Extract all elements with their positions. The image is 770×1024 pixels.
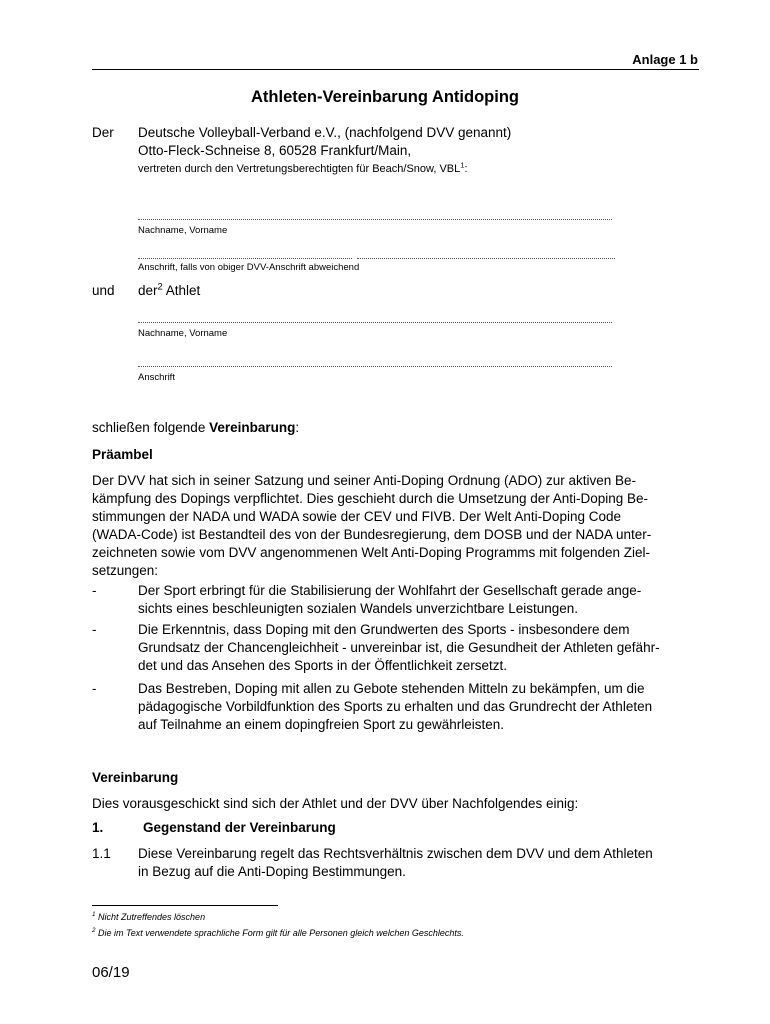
agreement-intro-pre: schließen folgende xyxy=(92,420,210,435)
section-title: Gegenstand der Vereinbarung xyxy=(143,820,336,835)
bullet-line: det und das Ansehen des Sports in der Öffentlichkeit zersetzt. xyxy=(138,658,507,673)
party1-address-line-b[interactable] xyxy=(357,258,615,259)
footnote-ref-2: 2 xyxy=(157,281,163,293)
bullet-line: Das Bestreben, Doping mit allen zu Gebote stehenden Mitteln zu bekämpfen, um die xyxy=(138,681,645,696)
annex-label: Anlage 1 b xyxy=(632,52,698,67)
represented-colon: : xyxy=(464,163,468,175)
party2-name-line[interactable] xyxy=(138,322,612,323)
subsection-number: 1.1 xyxy=(92,846,111,861)
bullet-line: sichts eines beschleunigten sozialen Wandels unverzichtbare Leistungen. xyxy=(138,601,579,616)
bullet-item-1 xyxy=(138,582,698,618)
party2-name-post: Athlet xyxy=(162,283,201,298)
party2-address-field-label: Anschrift xyxy=(138,372,175,383)
party1-address-field-label: Anschrift, falls von obiger DVV-Anschrift abweichend xyxy=(138,262,360,273)
footnote-2 xyxy=(92,928,464,938)
preamble-text xyxy=(92,472,698,580)
subsection-line: in Bezug auf die Anti-Doping Bestimmungen. xyxy=(138,864,406,879)
vereinbarung-heading: Vereinbarung xyxy=(92,770,179,785)
bullet-item-2 xyxy=(138,621,698,675)
preamble-line: setzungen: xyxy=(92,563,159,578)
preamble-line: (WADA-Code) ist Bestandteil des von der Bundesregierung, dem DOSB und der NADA unter- xyxy=(92,527,652,542)
party1-name-field-label: Nachname, Vorname xyxy=(138,225,228,236)
footnote-1 xyxy=(92,912,205,922)
agreement-intro xyxy=(92,419,299,437)
bullet-line: Der Sport erbringt für die Stabilisierung der Wohlfahrt der Gesellschaft gerade ange- xyxy=(138,583,642,598)
preamble-heading: Präambel xyxy=(92,447,153,462)
bullet-dash: - xyxy=(92,583,97,598)
bullet-item-3 xyxy=(138,680,698,734)
vereinbarung-intro: Dies vorausgeschickt sind sich der Athlet und der DVV über Nachfolgendes einig: xyxy=(92,796,579,811)
bullet-line: auf Teilnahme an einem dopingfreien Sport zu gewährleisten. xyxy=(138,717,504,732)
preamble-line: stimmungen der NADA und WADA sowie der CEV und FIVB. Der Welt Anti-Doping Code xyxy=(92,509,621,524)
party2-name xyxy=(138,282,200,300)
party2-address-line[interactable] xyxy=(138,366,612,367)
represented-text: vertreten durch den Vertretungsberechtigten für Beach/Snow, VBL xyxy=(138,163,461,175)
footer-date: 06/19 xyxy=(92,964,130,981)
party2-name-pre: der xyxy=(138,283,158,298)
party1-label: Der xyxy=(92,125,114,140)
subsection-text xyxy=(138,845,698,881)
document-title: Athleten-Vereinbarung Antidoping xyxy=(251,88,519,106)
bullet-dash: - xyxy=(92,681,97,696)
bullet-line: Die Erkenntnis, dass Doping mit den Grundwerten des Sports - insbesondere dem xyxy=(138,622,630,637)
preamble-line: Der DVV hat sich in seiner Satzung und seiner Anti-Doping Ordnung (ADO) zur aktiven Be- xyxy=(92,473,637,488)
bullet-dash: - xyxy=(92,622,97,637)
party2-label: und xyxy=(92,283,115,298)
subsection-line: Diese Vereinbarung regelt das Rechtsverhältnis zwischen dem DVV und dem Athleten xyxy=(138,846,653,861)
footnote-text: Nicht Zutreffendes löschen xyxy=(95,912,206,922)
party1-name: Deutsche Volleyball-Verband e.V., (nachfolgend DVV genannt) xyxy=(138,125,512,140)
party1-address: Otto-Fleck-Schneise 8, 60528 Frankfurt/Main, xyxy=(138,143,412,158)
bullet-line: Grundsatz der Chancengleichheit - unvereinbar ist, die Gesundheit der Athleten gefähr- xyxy=(138,640,660,655)
header-rule xyxy=(92,69,699,70)
preamble-line: zeichneten sowie vom DVV angenommenen Welt Anti-Doping Programms mit folgenden Ziel- xyxy=(92,545,651,560)
agreement-intro-bold: Vereinbarung xyxy=(209,420,296,435)
footnote-ref-1: 1 xyxy=(460,160,465,170)
bullet-line: pädagogische Vorbildfunktion des Sports zu erhalten und das Grundrecht der Athleten xyxy=(138,699,653,714)
section-number: 1. xyxy=(92,820,104,835)
agreement-intro-post: : xyxy=(295,420,300,435)
party1-name-line[interactable] xyxy=(138,219,612,220)
footnote-text: Die im Text verwendete sprachliche Form gilt für alle Personen gleich welchen Geschlechts. xyxy=(95,928,464,938)
party2-name-field-label: Nachname, Vorname xyxy=(138,328,228,339)
footnote-number: 2 xyxy=(92,927,96,934)
footnote-rule xyxy=(92,905,278,906)
footnote-number: 1 xyxy=(92,911,96,918)
party1-address-line-a[interactable] xyxy=(138,258,352,259)
preamble-line: kämpfung des Dopings verpflichtet. Dies geschieht durch die Umsetzung der Anti-Doping Be- xyxy=(92,491,649,506)
party1-represented xyxy=(138,160,468,175)
